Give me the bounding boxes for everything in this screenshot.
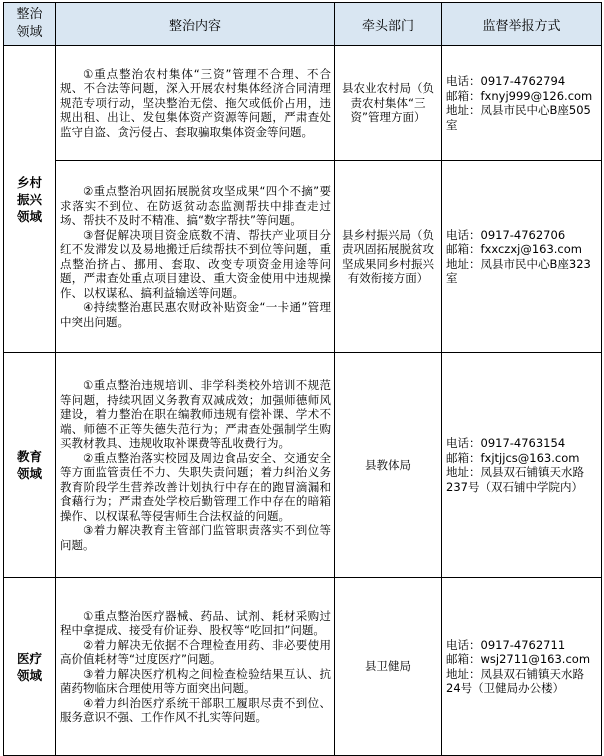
content-item: ②重点整治巩固拓展脱贫攻坚成果“四个不摘”要求落实不到位、在防返贫动态监测帮扶中排查走过场、帮扶不及时不精准、搞“数字帮扶”等问题。 <box>60 184 331 227</box>
rural-contact-2 <box>442 161 602 353</box>
field-rural-line: 振兴 <box>16 191 42 207</box>
content-item: ③着力解决医疗机构之间检查检验结果互认、抗菌药物临床合理使用等方面突出问题。 <box>60 666 331 695</box>
contact-email-label: 邮箱： <box>446 450 481 465</box>
contact-email-line <box>446 451 598 466</box>
content-item: ①重点整治农村集体“三资”管理不合理、不合规、不合法等问题，深入开展农村集体经济合同清理规范专项行动，坚决整治无偿、拖欠或低价占用，违规出租、出让、发包集体资产资源等问题，严肃查处监守自盗、贪污侵占、套取骗取集体资金等问题。 <box>60 66 331 139</box>
contact-email[interactable]: fxnyj999@126.com <box>480 88 593 103</box>
med-dept: 县卫健局 <box>335 578 442 756</box>
contact-email-line <box>446 652 598 667</box>
contact-phone: 电话：0917-4762711 <box>446 637 566 652</box>
content-item: ②重点整治落实校园及周边食品安全、交通安全等方面监管责任不力、失职失责问题；着力纠治义务教育阶段学生营养改善计划执行中存在的跑冒滴漏和食藉行为；严肃查处学校后勤管理工作中存在的暗箱操作、以权谋私等侵害师生合法权益的问题。 <box>60 450 331 523</box>
content-item: ③督促解决项目资金底数不清、帮扶产业项目分红不发滞发以及易地搬迁后续帮扶不到位等问题，重点整治挤占、挪用、套取、改变专项资金用途等问题，严肃查处重点项目建设、重大资金使用中违规操作、以权谋私、搞利益输送等问题。 <box>60 227 331 300</box>
edu-contact <box>442 353 602 578</box>
header-row <box>4 3 602 46</box>
field-rural-line: 领域 <box>16 208 42 224</box>
header-field-line1: 整治 <box>16 7 43 22</box>
header-dept: 牵头部门 <box>335 3 442 46</box>
contact-phone: 电话：0917-4762706 <box>446 227 566 242</box>
rural-row-2 <box>4 161 602 353</box>
header-contact: 监督举报方式 <box>442 3 602 46</box>
edu-dept: 县教体局 <box>335 353 442 578</box>
rural-dept-2: 县乡村振兴局（负责巩固拓展脱贫攻坚成果同乡村振兴有效衔接方面） <box>335 161 442 353</box>
field-med <box>4 578 56 756</box>
rural-content-1 <box>56 46 335 161</box>
content-item: ④持续整治惠民惠农财政补贴资金“一卡通”管理中突出问题。 <box>60 300 331 329</box>
content-item: ③着力解决教育主管部门监管职责落实不到位等问题。 <box>60 523 331 552</box>
contact-address: 地址：凤县双石铺镇天水路237号（双石铺中学院内） <box>446 465 584 494</box>
field-med-line: 医疗 <box>16 650 42 666</box>
contact-email-line <box>446 242 598 257</box>
contact-phone: 电话：0917-4763154 <box>446 436 566 450</box>
content-item: ①重点整治违规培训、非学科类校外培训不规范等问题，持续巩固义务教育双减成效；加强师德师风建设，着力整治在职在编教师违规有偿补课、学术不端、师德不正等失德失范行为；严肃查处强制学生购买教材教具、违规收取补课费等乱收费行为。 <box>60 378 331 450</box>
contact-email[interactable]: fxxczxj@163.com <box>480 242 582 256</box>
rural-row-1 <box>4 46 602 161</box>
contact-email-label: 邮箱： <box>446 242 481 256</box>
header-content: 整治内容 <box>56 3 335 46</box>
edu-row <box>4 353 602 578</box>
contact-address: 地址：凤县市民中心B座323室 <box>446 256 591 285</box>
field-rural-line: 乡村 <box>16 174 42 190</box>
field-edu <box>4 353 56 578</box>
content-item: ④着力纠治医疗系统干部职工履职尽责不到位、服务意识不强、工作作风不扎实等问题。 <box>60 695 331 724</box>
field-edu-line: 教育 <box>16 449 42 464</box>
contact-email-label: 邮箱： <box>446 652 481 666</box>
contact-email[interactable]: fxjtjjcs@163.com <box>480 450 580 465</box>
med-content <box>56 578 335 756</box>
field-edu-line: 领域 <box>16 466 42 481</box>
contact-address: 地址：凤县市民中心B座505室 <box>446 103 591 132</box>
med-row <box>4 578 602 756</box>
field-med-line: 领域 <box>16 667 42 683</box>
header-field <box>4 3 56 46</box>
header-field-line2: 领域 <box>16 25 43 40</box>
contact-address: 地址：凤县双石铺镇天水路24号（卫健局办公楼） <box>446 666 584 695</box>
content-item: ①重点整治医疗器械、药品、试剂、耗材采购过程中拿提成、接受有价证券、股权等“吃回扣”问题。 <box>60 608 331 637</box>
field-rural <box>4 46 56 353</box>
rural-content-2 <box>56 161 335 353</box>
edu-content <box>56 353 335 578</box>
contact-phone: 电话：0917-4762794 <box>446 74 566 88</box>
med-contact <box>442 578 602 756</box>
contact-email-label: 邮箱： <box>446 88 481 103</box>
rural-contact-1 <box>442 46 602 161</box>
rural-dept-1: 县农业农村局（负责农村集体“三资”管理方面） <box>335 46 442 161</box>
contact-email-line <box>446 89 598 104</box>
supervision-table <box>3 2 602 756</box>
content-item: ②着力解决无依据不合理检查用药、非必要使用高价值耗材等“过度医疗”问题。 <box>60 637 331 666</box>
contact-email[interactable]: wsj2711@163.com <box>480 652 591 666</box>
